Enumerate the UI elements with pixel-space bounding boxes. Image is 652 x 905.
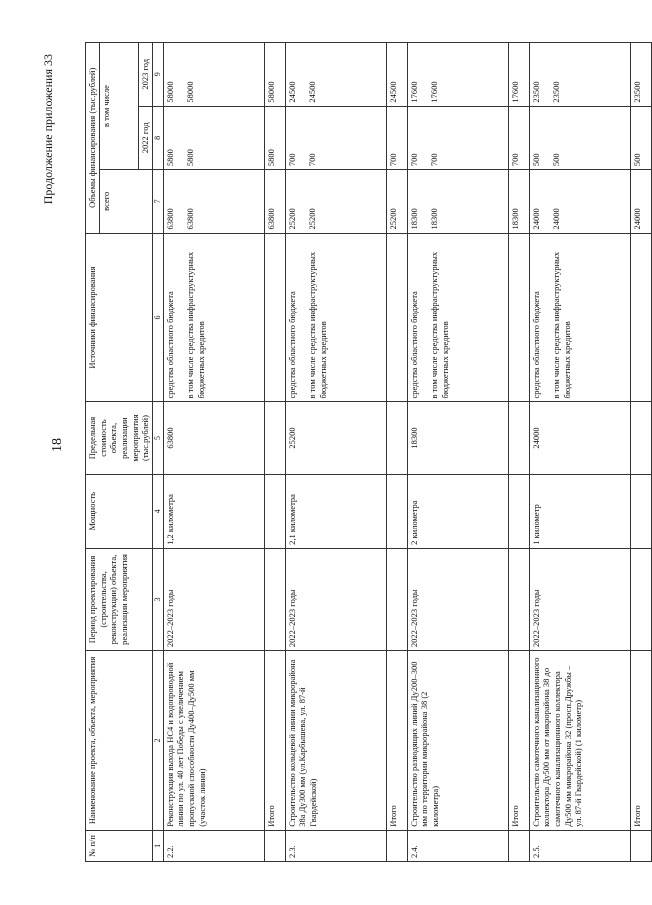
value: 700	[429, 153, 440, 167]
blank-cell	[386, 474, 407, 548]
project-period: 2022–2023 годы	[285, 548, 386, 650]
header-period: Период проектирования (строительства, реконструкции) объекта, реализации мероприятия	[86, 548, 153, 650]
value: 18300	[408, 208, 419, 230]
row-number: 2.5.	[529, 830, 630, 861]
project-cost: 25200	[285, 402, 386, 474]
blank-cell	[264, 474, 285, 548]
col-num: 7	[152, 170, 163, 233]
blank-cell	[630, 474, 651, 548]
volume-2022	[529, 106, 630, 169]
project-cost: 24000	[529, 402, 630, 474]
col-num: 1	[152, 830, 163, 861]
value: 5800	[185, 149, 196, 167]
header-incl: в том числе	[99, 43, 139, 170]
project-cost: 18300	[407, 402, 508, 474]
value: 58000	[185, 81, 196, 103]
value: 500	[551, 153, 562, 167]
volume-total	[529, 170, 630, 233]
header-cost: Предельная стоимость объекта, реализации мероприятия (тыс.рублей)	[86, 402, 153, 474]
blank-cell	[508, 474, 529, 548]
total-value: 25200	[386, 170, 407, 233]
blank-cell	[264, 402, 285, 474]
source-regional-budget: средства областного бюджета	[286, 291, 297, 399]
project-name: Реконструкция выхода НС4 и водопроводной линии по ул. 40 лет Победы с увеличением пропускной способности Ду400–Ду500 мм (участок линии)	[163, 651, 264, 831]
table-row	[285, 43, 386, 862]
header-volumes: Объемы финансирования (тыс.рублей)	[86, 43, 100, 234]
page-number: 18	[50, 438, 65, 452]
value: 23500	[530, 81, 541, 103]
source-regional-budget: средства областного бюджета	[530, 291, 541, 399]
value: 700	[408, 153, 419, 167]
value: 17600	[408, 81, 419, 103]
total-row	[630, 43, 651, 862]
total-label: Итого	[630, 651, 651, 831]
total-row	[508, 43, 529, 862]
table-row	[529, 43, 630, 862]
value: 25200	[286, 208, 297, 230]
blank-cell	[508, 548, 529, 650]
project-period: 2022–2023 годы	[529, 548, 630, 650]
volume-total	[285, 170, 386, 233]
value: 23500	[551, 81, 562, 103]
col-num: 8	[152, 106, 163, 169]
header-2023: 2023 год	[139, 43, 153, 107]
header-number: № п/п	[86, 830, 153, 861]
rotated-page	[41, 42, 642, 862]
total-row	[264, 43, 285, 862]
value: 24500	[286, 81, 297, 103]
header-2022: 2022 год	[139, 106, 153, 169]
project-name: Строительство самотечного канализационного коллектора Ду500 мм от микрорайона 38 до самотечного канализационного коллектора Ду500 мм микрорайона 32 (просп.Дружбы – ул. 87-й Гвардейской) (1 километр)	[529, 651, 630, 831]
total-label: Итого	[508, 651, 529, 831]
project-cost: 63800	[163, 402, 264, 474]
volume-total	[407, 170, 508, 233]
blank-cell	[264, 830, 285, 861]
row-number: 2.3.	[285, 830, 386, 861]
total-2023: 24500	[386, 43, 407, 107]
funding-sources	[285, 233, 386, 402]
total-2022: 700	[508, 106, 529, 169]
project-power: 2 километра	[407, 474, 508, 548]
value: 24000	[530, 208, 541, 230]
value: 500	[530, 153, 541, 167]
appendix-title: Продолжение приложения 33	[41, 54, 55, 205]
blank-cell	[264, 233, 285, 402]
total-2022: 5800	[264, 106, 285, 169]
blank-cell	[386, 402, 407, 474]
volume-2023	[529, 43, 630, 107]
source-regional-budget: средства областного бюджета	[164, 291, 175, 399]
blank-cell	[630, 402, 651, 474]
total-value: 63800	[264, 170, 285, 233]
blank-cell	[630, 830, 651, 861]
financing-table	[85, 42, 652, 862]
total-2022: 500	[630, 106, 651, 169]
col-num: 3	[152, 548, 163, 650]
funding-sources	[407, 233, 508, 402]
total-value: 18300	[508, 170, 529, 233]
project-name: Строительство разводящих линий Ду200–300 мм по территории микрорайона 38 (2 километра)	[407, 651, 508, 831]
table-row	[163, 43, 264, 862]
col-num: 2	[152, 651, 163, 831]
project-name: Строительство кольцевой линии микрорайона 38а Ду300 мм (ул.Карбышева, ул. 87-й Гвардейской)	[285, 651, 386, 831]
volume-total	[163, 170, 264, 233]
value: 63800	[185, 208, 196, 230]
header-total: всего	[99, 170, 152, 233]
total-label: Итого	[264, 651, 285, 831]
total-label: Итого	[386, 651, 407, 831]
table-row	[407, 43, 508, 862]
value: 58000	[164, 81, 175, 103]
funding-sources	[529, 233, 630, 402]
blank-cell	[264, 548, 285, 650]
blank-cell	[386, 548, 407, 650]
blank-cell	[508, 830, 529, 861]
header-power: Мощность	[86, 474, 153, 548]
value: 700	[286, 153, 297, 167]
col-num: 4	[152, 474, 163, 548]
volume-2022	[163, 106, 264, 169]
blank-cell	[386, 830, 407, 861]
blank-cell	[630, 548, 651, 650]
value: 17600	[429, 81, 440, 103]
volume-2022	[285, 106, 386, 169]
value: 18300	[429, 208, 440, 230]
source-infra-credits: в том числе средства инфраструктурных бюджетных кредитов	[307, 251, 328, 399]
source-regional-budget: средства областного бюджета	[408, 291, 419, 399]
value: 5800	[164, 149, 175, 167]
value: 700	[307, 153, 318, 167]
total-2023: 23500	[630, 43, 651, 107]
row-number: 2.2.	[163, 830, 264, 861]
project-power: 1,2 километра	[163, 474, 264, 548]
project-period: 2022–2023 годы	[407, 548, 508, 650]
col-num: 6	[152, 233, 163, 402]
funding-sources	[163, 233, 264, 402]
blank-cell	[386, 233, 407, 402]
value: 24000	[551, 208, 562, 230]
blank-cell	[508, 402, 529, 474]
col-num: 9	[152, 43, 163, 107]
total-row	[386, 43, 407, 862]
volume-2023	[163, 43, 264, 107]
project-power: 2,1 километра	[285, 474, 386, 548]
source-infra-credits: в том числе средства инфраструктурных бюджетных кредитов	[185, 251, 206, 399]
header-sources: Источники финансирования	[86, 233, 153, 402]
project-power: 1 километр	[529, 474, 630, 548]
source-infra-credits: в том числе средства инфраструктурных бюджетных кредитов	[429, 251, 450, 399]
total-value: 24000	[630, 170, 651, 233]
value: 63800	[164, 208, 175, 230]
source-infra-credits: в том числе средства инфраструктурных бюджетных кредитов	[551, 251, 572, 399]
volume-2023	[285, 43, 386, 107]
project-period: 2022–2023 годы	[163, 548, 264, 650]
blank-cell	[630, 233, 651, 402]
total-2023: 58000	[264, 43, 285, 107]
value: 25200	[307, 208, 318, 230]
volume-2022	[407, 106, 508, 169]
blank-cell	[508, 233, 529, 402]
total-2022: 700	[386, 106, 407, 169]
total-2023: 17600	[508, 43, 529, 107]
volume-2023	[407, 43, 508, 107]
value: 24500	[307, 81, 318, 103]
col-num: 5	[152, 402, 163, 474]
row-number: 2.4.	[407, 830, 508, 861]
header-name: Наименование проекта, объекта, мероприятия	[86, 651, 153, 831]
